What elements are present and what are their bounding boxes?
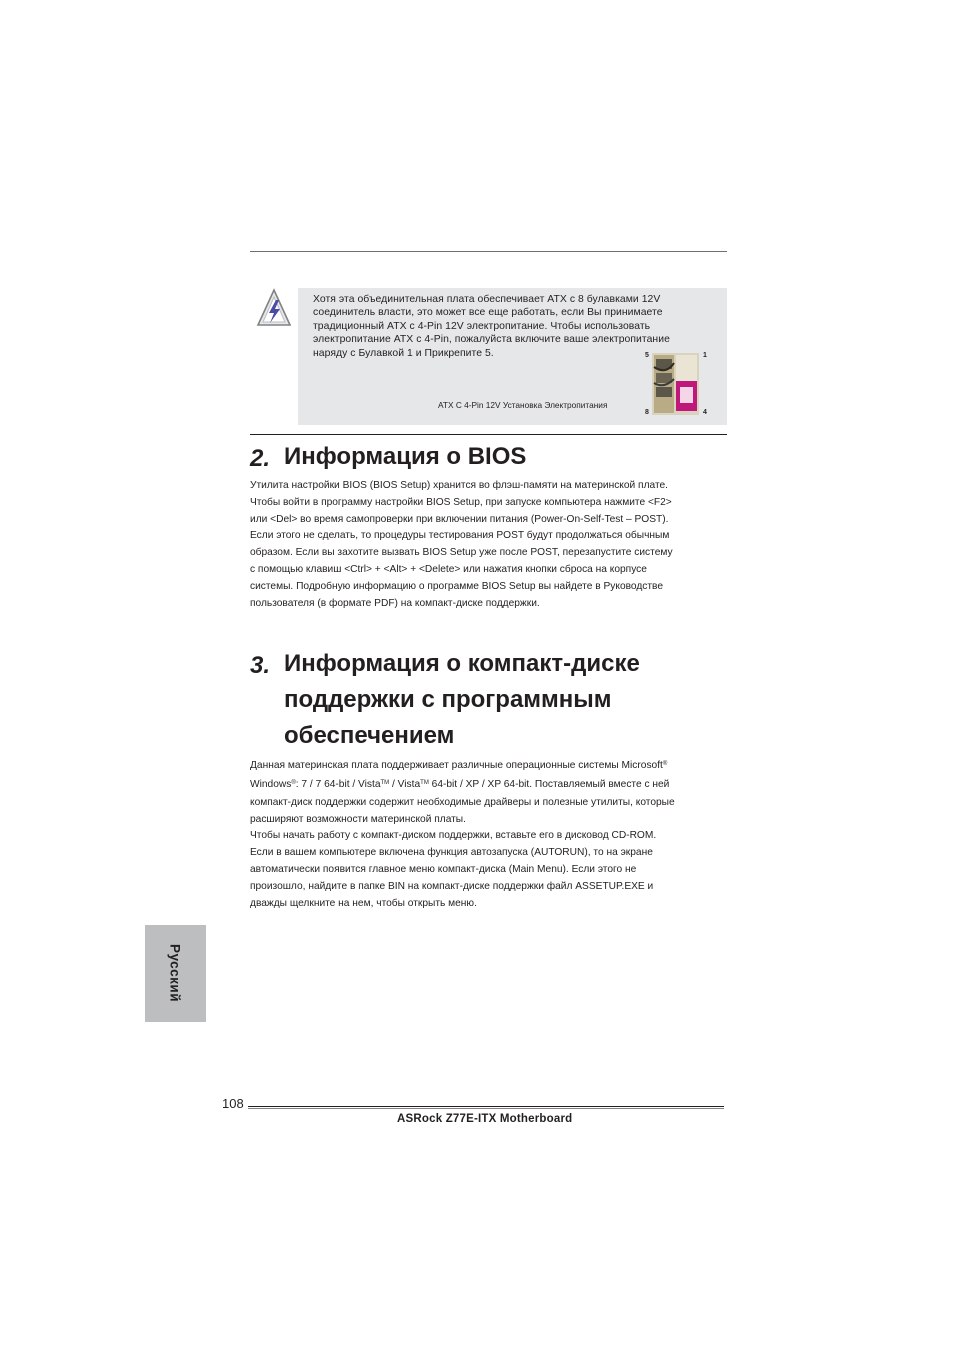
section3-title xyxy=(284,646,640,754)
pin-label-1: 1 xyxy=(703,352,707,359)
body-line: с помощью клавиш <Ctrl> + <Alt> + <Delete> или нажатия кнопки сброса на корпусе xyxy=(250,563,647,575)
body-line: Утилита настройки BIOS (BIOS Setup) хранится во флэш-памяти на материнской плате. xyxy=(250,480,669,491)
body-line: пользователя (в формате PDF) на компакт-диске поддержки. xyxy=(250,597,540,609)
body-line: Чтобы войти в программу настройки BIOS Setup, при запуске компьютера нажмите <F2> xyxy=(250,496,672,508)
section3-title-line: Информация о компакт-диске xyxy=(284,650,640,677)
body-line: или <Del> во время самопроверки при включении питания (Power-On-Self-Test – POST). xyxy=(250,513,669,525)
body-text-span: : 7 / 7 64-bit / Vista xyxy=(295,778,381,790)
note-line: наряду с Булавкой 1 и Прикрепите 5. xyxy=(313,347,494,359)
body-text-span: Данная материнская плата поддерживает различные операционные системы Microsoft xyxy=(250,760,663,771)
body-line: Если этого не сделать, то процедуры тестирования POST будут продолжаться обычным xyxy=(250,530,670,542)
pin-label-5: 5 xyxy=(645,352,649,359)
atx-caption: ATX C 4-Pin 12V Установка Электропитания xyxy=(438,400,608,410)
section3-title-line: обеспечением xyxy=(284,722,455,749)
body-line: произошло, найдите в папке BIN на компакт-диске поддержки файл ASSETUP.EXE и xyxy=(250,880,654,892)
trademark-mark: TM xyxy=(380,779,390,786)
body-line xyxy=(250,758,675,775)
pin-label-4: 4 xyxy=(703,409,707,416)
atx-connector-photo xyxy=(652,353,699,415)
section3-body xyxy=(250,758,675,912)
registered-mark: ® xyxy=(291,779,296,786)
section2-body xyxy=(250,478,673,612)
language-label: Русский xyxy=(167,943,183,1003)
note-line: электропитание ATX с 4-Pin, пожалуйста включите ваше электропитание xyxy=(313,334,670,346)
top-rule xyxy=(250,251,727,252)
body-line: Чтобы начать работу с компакт-диском поддержки, вставьте его в дисковод CD-ROM. xyxy=(250,830,657,842)
section3-number: 3. xyxy=(250,652,271,679)
body-line: дважды щелкните на нем, чтобы открыть меню. xyxy=(250,897,477,909)
body-line: образом. Если вы захотите вызвать BIOS Setup уже после POST, перезапустите систему xyxy=(250,547,673,559)
body-line: системы. Подробную информацию о программе BIOS Setup вы найдете в Руководстве xyxy=(250,580,664,592)
note-line: соединитель власти, это может все еще работать, если Вы принимаете xyxy=(313,307,663,319)
body-text-span: 64-bit / XP / XP 64-bit. Поставляемый вместе с ней xyxy=(428,778,670,790)
language-side-tab xyxy=(145,925,206,1022)
trademark-mark: TM xyxy=(420,779,429,786)
body-line xyxy=(250,775,675,795)
section-rule xyxy=(250,434,727,435)
body-line: компакт-диск поддержки содержит необходимые драйверы и полезные утилиты, которые xyxy=(250,796,675,808)
pin-label-8: 8 xyxy=(645,409,649,416)
page-number: 108 xyxy=(222,1096,244,1111)
note-line: традиционный ATX с 4-Pin 12V электропитание. Чтобы использовать xyxy=(313,320,651,332)
section2-title: Информация о BIOS xyxy=(284,443,527,470)
body-line: автоматически появится главное меню компакт-диска (Main Menu). Если этого не xyxy=(250,863,637,875)
section3-title-line: поддержки с программным xyxy=(284,686,612,713)
registered-mark: ® xyxy=(662,761,668,767)
warning-triangle-icon xyxy=(254,287,294,329)
body-line: расширяют возможности материнской платы. xyxy=(250,813,466,825)
footer-rule-shadow xyxy=(248,1108,724,1109)
footer-title: ASRock Z77E-ITX Motherboard xyxy=(397,1113,573,1125)
body-text-span: Windows xyxy=(250,778,292,790)
note-line: Хотя эта объединительная плата обеспечивает ATX с 8 булавками 12V xyxy=(313,294,661,305)
note-text xyxy=(313,293,727,360)
body-line: Если в вашем компьютере включена функция автозапуска (AUTORUN), то на экране xyxy=(250,847,653,859)
footer-rule xyxy=(248,1106,724,1107)
section2-number: 2. xyxy=(250,445,271,472)
body-text-span: / Vista xyxy=(389,778,421,790)
